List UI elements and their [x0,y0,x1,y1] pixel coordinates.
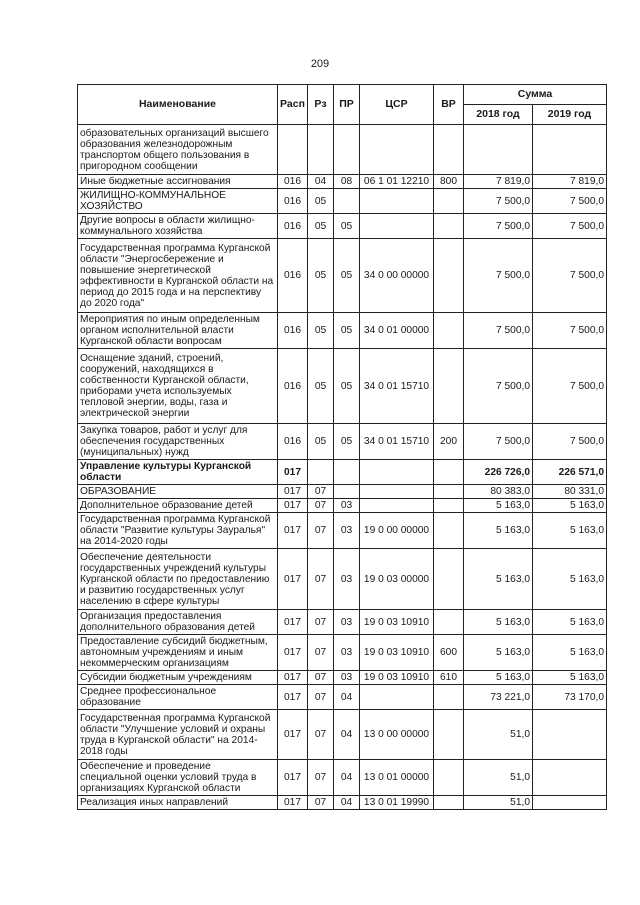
cell-name: Иные бюджетные ассигнования [78,175,278,189]
cell-name: Реализация иных направлений [78,796,278,810]
cell-csr: 19 0 03 10910 [360,671,434,685]
cell-pr: 04 [334,710,360,760]
cell-rasp: 016 [278,349,308,424]
cell-name: Закупка товаров, работ и услуг для обеспечения государственных (муниципальных) нужд [78,424,278,460]
cell-y2018: 73 221,0 [464,685,533,710]
cell-rasp: 016 [278,214,308,239]
table-row [78,635,607,671]
cell-csr [360,499,434,513]
cell-rz: 05 [308,313,334,349]
cell-csr: 19 0 03 10910 [360,635,434,671]
cell-pr: 03 [334,635,360,671]
table-row [78,760,607,796]
table-row [78,189,607,214]
cell-vr [434,460,464,485]
cell-y2018: 7 500,0 [464,214,533,239]
cell-y2018: 7 819,0 [464,175,533,189]
table-row [78,513,607,549]
cell-name: Государственная программа Курганской области "Улучшение условий и охраны труда в Курганской области" на 2014-2018 годы [78,710,278,760]
cell-pr [334,189,360,214]
cell-rz: 07 [308,685,334,710]
table-row [78,796,607,810]
cell-csr: 13 0 01 00000 [360,760,434,796]
header-vr: ВР [434,85,464,125]
cell-vr [434,796,464,810]
cell-y2019 [533,125,607,175]
header-2018: 2018 год [464,105,533,125]
cell-y2019: 5 163,0 [533,513,607,549]
cell-y2018: 226 726,0 [464,460,533,485]
cell-y2019 [533,796,607,810]
cell-rz: 07 [308,610,334,635]
cell-rz: 07 [308,635,334,671]
cell-csr: 13 0 01 19990 [360,796,434,810]
cell-name: Государственная программа Курганской области "Развитие культуры Зауралья" на 2014-2020 годы [78,513,278,549]
cell-csr: 34 0 01 15710 [360,424,434,460]
table-row [78,424,607,460]
cell-vr [434,125,464,175]
table-row [78,549,607,610]
cell-pr: 08 [334,175,360,189]
cell-pr: 03 [334,499,360,513]
cell-y2018: 5 163,0 [464,610,533,635]
cell-pr: 03 [334,671,360,685]
cell-name: Субсидии бюджетным учреждениям [78,671,278,685]
cell-name: Среднее профессиональное образование [78,685,278,710]
cell-rasp: 017 [278,460,308,485]
cell-csr [360,214,434,239]
cell-name: Государственная программа Курганской области "Энергосбережение и повышение энергетической эффективности в Курганской области на период до 2015 года и на перспективу до 2020 года" [78,239,278,313]
cell-csr: 19 0 00 00000 [360,513,434,549]
cell-pr: 04 [334,796,360,810]
cell-name: Мероприятия по иным определенным органом исполнительной власти Курганской области вопросам [78,313,278,349]
header-sum: Сумма [464,85,607,105]
cell-rz: 04 [308,175,334,189]
cell-rz: 05 [308,239,334,313]
cell-pr: 03 [334,549,360,610]
cell-y2019: 7 500,0 [533,313,607,349]
cell-y2019: 7 500,0 [533,214,607,239]
cell-csr: 34 0 00 00000 [360,239,434,313]
header-name: Наименование [78,85,278,125]
cell-rz: 07 [308,760,334,796]
cell-y2018: 7 500,0 [464,239,533,313]
cell-name: Предоставление субсидий бюджетным, автономным учреждениям и иным некоммерческим организациям [78,635,278,671]
cell-csr: 19 0 03 00000 [360,549,434,610]
cell-y2019: 7 500,0 [533,189,607,214]
cell-vr: 200 [434,424,464,460]
cell-y2019: 7 500,0 [533,239,607,313]
cell-csr [360,460,434,485]
cell-rz: 07 [308,499,334,513]
cell-vr: 600 [434,635,464,671]
cell-y2018: 7 500,0 [464,313,533,349]
cell-y2019: 80 331,0 [533,485,607,499]
cell-vr [434,349,464,424]
cell-y2018: 80 383,0 [464,485,533,499]
cell-rasp: 017 [278,685,308,710]
cell-name: Другие вопросы в области жилищно-коммунального хозяйства [78,214,278,239]
cell-y2019 [533,760,607,796]
cell-pr: 05 [334,239,360,313]
cell-y2018: 7 500,0 [464,349,533,424]
cell-y2018: 51,0 [464,796,533,810]
cell-csr [360,685,434,710]
cell-rasp: 017 [278,610,308,635]
cell-pr: 04 [334,685,360,710]
cell-pr: 03 [334,513,360,549]
cell-rasp: 017 [278,635,308,671]
table-row [78,710,607,760]
budget-table [77,84,607,810]
cell-name: ЖИЛИЩНО-КОММУНАЛЬНОЕ ХОЗЯЙСТВО [78,189,278,214]
cell-rasp: 017 [278,549,308,610]
cell-y2018: 5 163,0 [464,499,533,513]
cell-y2018: 5 163,0 [464,671,533,685]
table-row [78,175,607,189]
table-row [78,685,607,710]
cell-csr [360,125,434,175]
cell-rasp: 017 [278,513,308,549]
cell-rasp: 017 [278,499,308,513]
cell-rz: 07 [308,710,334,760]
cell-name: Оснащение зданий, строений, сооружений, находящихся в собственности Курганской области, приборами учета используемых тепловой энергии, воды, газа и электрической энергии [78,349,278,424]
cell-y2018: 5 163,0 [464,513,533,549]
cell-rasp: 017 [278,796,308,810]
cell-rz: 05 [308,349,334,424]
cell-pr [334,485,360,499]
cell-vr [434,549,464,610]
cell-name: Организация предоставления дополнительного образования детей [78,610,278,635]
cell-rasp: 017 [278,671,308,685]
cell-csr [360,485,434,499]
cell-y2019: 7 819,0 [533,175,607,189]
cell-rasp: 016 [278,175,308,189]
table-row [78,239,607,313]
header-pr: ПР [334,85,360,125]
cell-rasp: 017 [278,760,308,796]
table-row [78,313,607,349]
cell-vr [434,189,464,214]
cell-y2018: 5 163,0 [464,635,533,671]
cell-name: Обеспечение и проведение специальной оценки условий труда в организациях Курганской области [78,760,278,796]
cell-csr: 06 1 01 12210 [360,175,434,189]
cell-rz: 07 [308,671,334,685]
cell-y2019 [533,710,607,760]
cell-vr: 610 [434,671,464,685]
cell-rz [308,460,334,485]
cell-y2018: 51,0 [464,710,533,760]
cell-rz: 05 [308,214,334,239]
cell-vr: 800 [434,175,464,189]
cell-vr [434,513,464,549]
header-2019: 2019 год [533,105,607,125]
cell-vr [434,499,464,513]
table-row [78,610,607,635]
cell-y2018: 7 500,0 [464,424,533,460]
cell-rasp: 017 [278,710,308,760]
cell-csr [360,189,434,214]
cell-rasp: 016 [278,189,308,214]
cell-name: Дополнительное образование детей [78,499,278,513]
cell-csr: 19 0 03 10910 [360,610,434,635]
cell-rz: 07 [308,513,334,549]
cell-pr [334,125,360,175]
cell-rasp: 016 [278,313,308,349]
cell-rz: 05 [308,424,334,460]
cell-rz: 07 [308,485,334,499]
cell-vr [434,214,464,239]
cell-y2019: 226 571,0 [533,460,607,485]
cell-vr [434,685,464,710]
page-number: 209 [310,58,330,70]
cell-y2018: 5 163,0 [464,549,533,610]
cell-rasp: 016 [278,239,308,313]
cell-y2019: 5 163,0 [533,671,607,685]
cell-y2019: 7 500,0 [533,349,607,424]
cell-pr: 03 [334,610,360,635]
cell-name: Управление культуры Курганской области [78,460,278,485]
cell-csr: 34 0 01 00000 [360,313,434,349]
cell-name: Обеспечение деятельности государственных учреждений культуры Курганской области по предоставлению и развитию государственных услуг населению в сфере культуры [78,549,278,610]
cell-rz: 07 [308,796,334,810]
cell-y2019: 5 163,0 [533,610,607,635]
cell-rasp [278,125,308,175]
cell-pr: 05 [334,214,360,239]
cell-rasp: 016 [278,424,308,460]
header-rz: Рз [308,85,334,125]
table-row [78,499,607,513]
cell-rz [308,125,334,175]
table-row [78,214,607,239]
cell-y2018: 51,0 [464,760,533,796]
cell-vr [434,710,464,760]
header-csr: ЦСР [360,85,434,125]
cell-y2019: 5 163,0 [533,549,607,610]
cell-pr: 05 [334,424,360,460]
cell-pr [334,460,360,485]
cell-vr [434,610,464,635]
table-row [78,460,607,485]
table-row [78,349,607,424]
cell-vr [434,485,464,499]
cell-pr: 04 [334,760,360,796]
cell-csr: 13 0 00 00000 [360,710,434,760]
table-row [78,485,607,499]
cell-pr: 05 [334,349,360,424]
cell-pr: 05 [334,313,360,349]
cell-name: ОБРАЗОВАНИЕ [78,485,278,499]
cell-csr: 34 0 01 15710 [360,349,434,424]
table-row [78,125,607,175]
header-rasp: Расп [278,85,308,125]
cell-vr [434,760,464,796]
cell-rz: 05 [308,189,334,214]
cell-vr [434,239,464,313]
table-row [78,671,607,685]
cell-vr [434,313,464,349]
cell-y2019: 5 163,0 [533,635,607,671]
cell-y2019: 5 163,0 [533,499,607,513]
cell-y2019: 7 500,0 [533,424,607,460]
cell-y2019: 73 170,0 [533,685,607,710]
cell-rz: 07 [308,549,334,610]
cell-name: образовательных организаций высшего образования железнодорожным транспортом общего пользования в пригородном сообщении [78,125,278,175]
cell-y2018: 7 500,0 [464,189,533,214]
cell-y2018 [464,125,533,175]
cell-rasp: 017 [278,485,308,499]
